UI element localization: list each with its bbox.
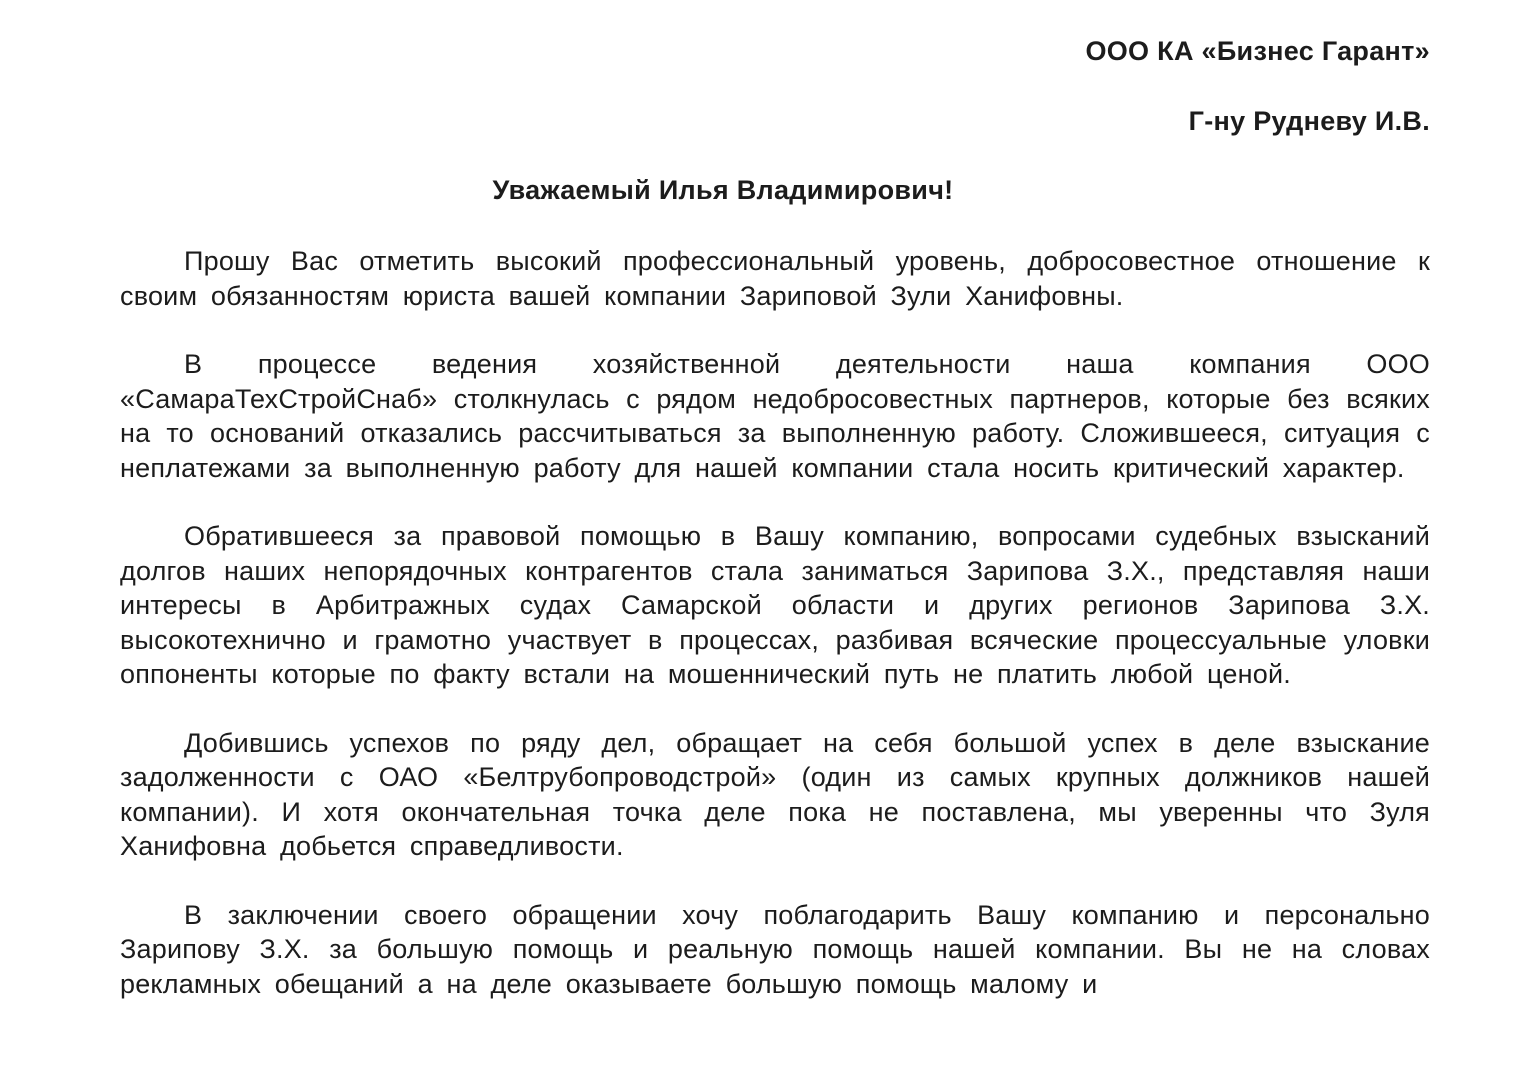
paragraph-success: Добившись успехов по ряду дел, обращает на себя большой успех в деле взыскание задолженности с ОАО «Белтрубопроводстрой» (один из самых крупных должников нашей компании). И хотя окончательная точка деле пока не поставлена, мы уверенны что Зуля Ханифовна добьется справедливости.	[120, 727, 1430, 861]
addressee-person: Г-ну Рудневу И.В.	[1188, 106, 1430, 136]
paragraph-legal-help: Обратившееся за правовой помощью в Вашу компанию, вопросами судебных взысканий долгов наших непорядочных контрагентов стала заниматься Зарипова З.Х., представляя наши интересы в Арбитражных судах Самарской области и других регионов Зарипова З.Х. высокотехнично и грамотно участвует в процессах, разбивая всяческие процессуальные уловки оппоненты которые по факту встали на мошеннический путь не платить любой ценой.	[120, 521, 1430, 689]
addressee-organization: ООО КА «Бизнес Гарант»	[1085, 36, 1430, 66]
letter-body	[120, 244, 1430, 1001]
paragraph-conclusion: В заключении своего обращении хочу поблагодарить Вашу компанию и персонально Зарипову З.Х. за большую помощь и реальную помощь нашей компании. Вы не на словах рекламных обещаний а на деле оказываете большую помощь малому и	[120, 899, 1430, 999]
letter-greeting: Уважаемый Илья Владимирович!	[492, 175, 954, 205]
paragraph-situation: В процессе ведения хозяйственной деятельности наша компания ООО «СамараТехСтройСнаб» столкнулась с рядом недобросовестных партнеров, которые без всяких на то оснований отказались рассчитываться за выполненную работу. Сложившееся, ситуация с неплатежами за выполненную работу для нашей компании стала носить критический характер.	[120, 349, 1430, 483]
paragraph-recommendation: Прошу Вас отметить высокий профессиональный уровень, добросовестное отношение к своим обязанностям юриста вашей компании Зариповой Зули Ханифовны.	[120, 246, 1430, 311]
